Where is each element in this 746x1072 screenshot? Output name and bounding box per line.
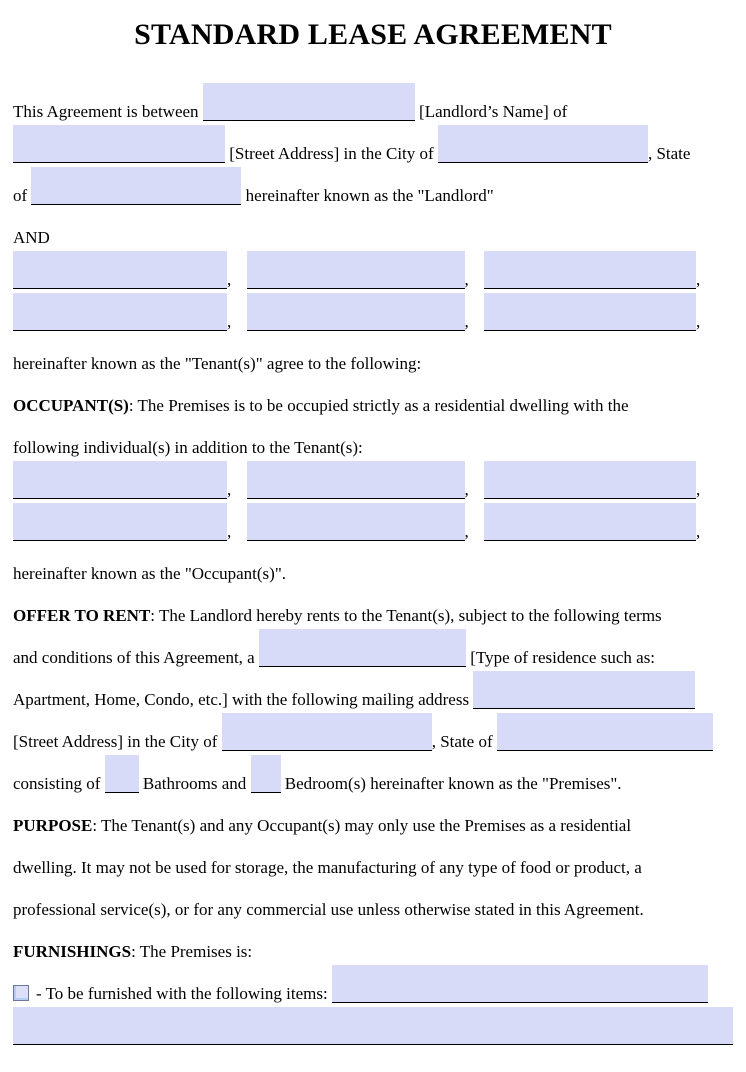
- tenant-6-field[interactable]: [484, 313, 696, 331]
- furnished-option-label: - To be furnished with the following items:: [36, 984, 328, 1003]
- tenant-fields-row-2: [13, 301, 733, 343]
- purpose-heading: PURPOSE: [13, 816, 93, 835]
- comma: ,: [696, 312, 701, 331]
- agreement-text: of: [13, 186, 28, 205]
- document-body: [13, 91, 733, 1057]
- purpose-text: : The Tenant(s) and any Occupant(s) may only use the Premises as a residential: [92, 816, 632, 835]
- occupants-line-2: following individual(s) in addition to the Tenant(s):: [13, 438, 363, 457]
- landlord-street-address-field[interactable]: [13, 145, 225, 163]
- bathrooms-count-field[interactable]: [105, 775, 139, 793]
- offer-text: consisting of: [13, 774, 101, 793]
- occupant-4-field[interactable]: [13, 523, 227, 541]
- offer-text: and conditions of this Agreement, a: [13, 648, 255, 667]
- offer-line-5: [13, 763, 733, 805]
- offer-text: : The Landlord hereby rents to the Tenant(s), subject to the following terms: [150, 606, 662, 625]
- comma: ,: [464, 522, 469, 541]
- comma: ,: [464, 270, 469, 289]
- residence-type-label: [Type of residence such as:: [470, 648, 656, 667]
- bedrooms-count-field[interactable]: [251, 775, 281, 793]
- occupant-1-field[interactable]: [13, 481, 227, 499]
- mailing-address-field[interactable]: [473, 691, 695, 709]
- comma: ,: [696, 480, 701, 499]
- agreement-text: , State: [647, 144, 691, 163]
- occupant-2-field[interactable]: [247, 481, 465, 499]
- comma: ,: [464, 312, 469, 331]
- comma: ,: [227, 480, 232, 499]
- offer-text: Bathrooms and: [142, 774, 247, 793]
- comma: ,: [696, 270, 701, 289]
- occupants-outro: hereinafter known as the "Occupant(s)".: [13, 564, 287, 583]
- landlord-name-field[interactable]: [203, 103, 415, 121]
- occupants-heading-line: [13, 385, 733, 427]
- offer-text: [Street Address] in the City of: [13, 732, 218, 751]
- comma: ,: [227, 522, 232, 541]
- premises-state-field[interactable]: [497, 733, 713, 751]
- offer-text: Bedroom(s) hereinafter known as the "Premises".: [284, 774, 622, 793]
- agreement-line-3: [13, 175, 733, 217]
- comma: ,: [227, 312, 232, 331]
- offer-text: , State of: [431, 732, 493, 751]
- comma: ,: [696, 522, 701, 541]
- offer-heading: OFFER TO RENT: [13, 606, 151, 625]
- comma: ,: [464, 480, 469, 499]
- occupant-6-field[interactable]: [484, 523, 696, 541]
- street-address-label: [Street Address] in the City of: [229, 144, 434, 163]
- furnished-items-continued-field[interactable]: [13, 1027, 733, 1045]
- agreement-text: This Agreement is between: [13, 102, 199, 121]
- purpose-line-3: professional service(s), or for any commercial use unless otherwise stated in this Agreement.: [13, 900, 644, 919]
- occupant-5-field[interactable]: [247, 523, 465, 541]
- residence-type-field[interactable]: [259, 649, 466, 667]
- page-title: STANDARD LEASE AGREEMENT: [134, 18, 612, 51]
- occupant-3-field[interactable]: [484, 481, 696, 499]
- landlord-city-field[interactable]: [438, 145, 648, 163]
- furnished-items-field[interactable]: [332, 985, 708, 1003]
- landlord-name-label: [Landlord’s Name] of: [419, 102, 568, 121]
- tenant-4-field[interactable]: [13, 313, 227, 331]
- comma: ,: [227, 270, 232, 289]
- premises-city-field[interactable]: [222, 733, 432, 751]
- purpose-heading-line: [13, 805, 733, 847]
- purpose-line-2: dwelling. It may not be used for storage, the manufacturing of any type of food or product, a: [13, 858, 642, 877]
- occupants-text: : The Premises is to be occupied strictly as a residential dwelling with the: [128, 396, 629, 415]
- furnishings-text: : The Premises is:: [131, 942, 253, 961]
- and-separator: AND: [13, 228, 50, 247]
- tenant-5-field[interactable]: [247, 313, 465, 331]
- tenant-3-field[interactable]: [484, 271, 696, 289]
- tenants-outro: hereinafter known as the "Tenant(s)" agree to the following:: [13, 354, 422, 373]
- occupants-heading: OCCUPANT(S): [13, 396, 129, 415]
- agreement-text: hereinafter known as the "Landlord": [245, 186, 494, 205]
- offer-text: Apartment, Home, Condo, etc.] with the following mailing address: [13, 690, 470, 709]
- furnished-items-extra-line: [13, 1015, 733, 1057]
- tenant-1-field[interactable]: [13, 271, 227, 289]
- landlord-state-field[interactable]: [31, 187, 241, 205]
- tenant-2-field[interactable]: [247, 271, 465, 289]
- furnishings-heading: FURNISHINGS: [13, 942, 132, 961]
- furnished-checkbox[interactable]: [13, 985, 29, 1001]
- occupant-fields-row-2: [13, 511, 733, 553]
